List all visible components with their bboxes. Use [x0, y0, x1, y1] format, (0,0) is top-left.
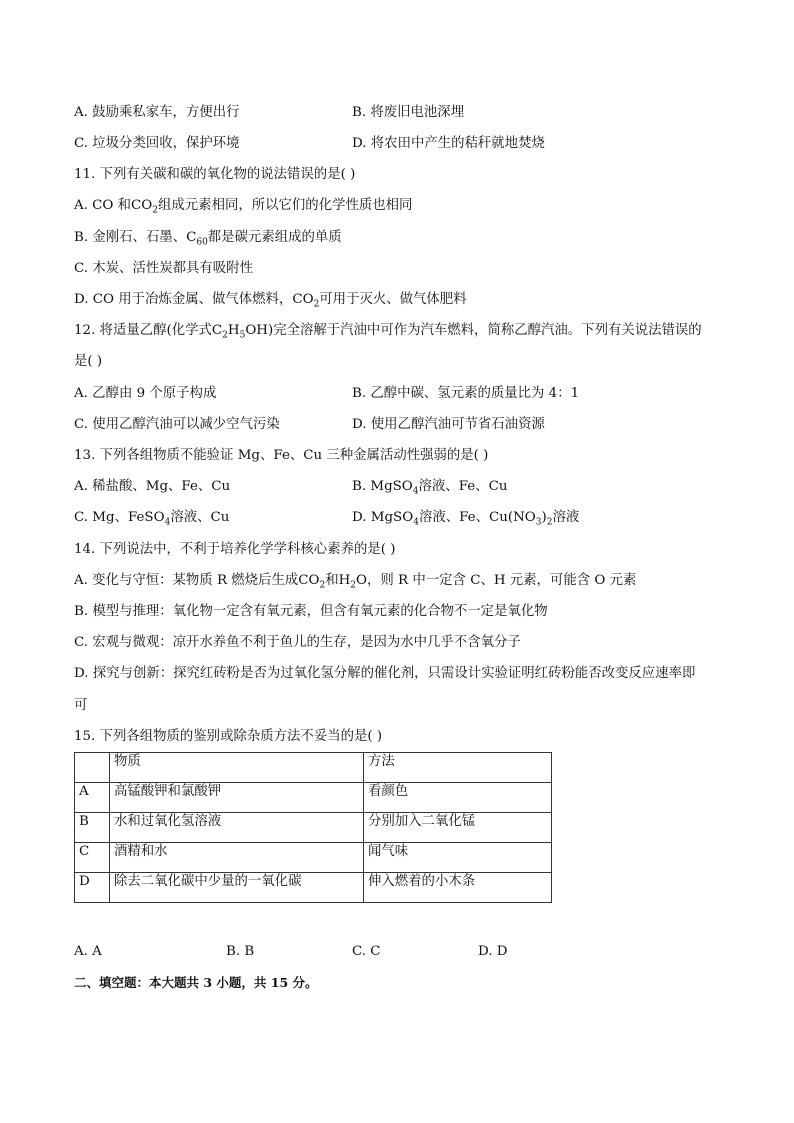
- q14-option-d: D. 探究与创新：探究红砖粉是否为过氧化氢分解的催化剂，只需设计实验证明红砖粉能否改变反应速率即: [74, 666, 696, 681]
- section-heading: 二、填空题：本大题共 3 小题，共 15 分。: [74, 975, 318, 990]
- table-cell: 看颜色: [364, 783, 552, 813]
- q15-option-c: C. C: [352, 944, 381, 959]
- q14-option-d-line2: 可: [74, 698, 88, 713]
- q15-option-a: A. A: [74, 944, 102, 959]
- q11-option-b: B. 金刚石、石墨、$C_{60}$都是碳元素组成的单质: [74, 230, 342, 248]
- q12-stem-line2: 是( ): [74, 354, 103, 369]
- q15-table: [74, 752, 552, 903]
- q13-option-a: A. 稀盐酸、Mg、Fe、Cu: [74, 479, 231, 494]
- q13-option-d: D. MgSO$_4$溶液、Fe、$Cu(NO_3)_2$溶液: [352, 510, 580, 528]
- table-row: [75, 873, 552, 903]
- q15-option-b: B. B: [226, 944, 255, 959]
- table-cell: 除去二氧化碳中少量的一氧化碳: [110, 873, 364, 903]
- table-cell: 高锰酸钾和氯酸钾: [110, 783, 364, 813]
- q11-option-c: C. 木炭、活性炭都具有吸附性: [74, 261, 253, 276]
- table-cell: 伸入燃着的小木条: [364, 873, 552, 903]
- table-header-row: [75, 753, 552, 783]
- q12-option-d: D. 使用乙醇汽油可节省石油资源: [352, 417, 545, 432]
- q14-option-c: C. 宏观与微观：凉开水养鱼不利于鱼儿的生存，是因为水中几乎不含氧分子: [74, 635, 521, 650]
- q10-option-d: D. 将农田中产生的秸秆就地焚烧: [352, 136, 545, 151]
- table-cell: A: [75, 783, 110, 813]
- table-cell: C: [75, 843, 110, 873]
- table-cell: 闻气味: [364, 843, 552, 873]
- q12-option-c: C. 使用乙醇汽油可以减少空气污染: [74, 417, 280, 432]
- q14-option-b: B. 模型与推理：氧化物一定含有氧元素，但含有氧元素的化合物不一定是氧化物: [74, 604, 548, 619]
- table-header-cell: 物质: [110, 753, 364, 783]
- table-cell: B: [75, 813, 110, 843]
- q12-option-b: B. 乙醇中碳、氢元素的质量比为 4：1: [352, 386, 580, 401]
- q13-stem: 13. 下列各组物质不能验证 Mg、Fe、Cu 三种金属活动性强弱的是( ): [74, 448, 489, 463]
- q10-option-a: A. 鼓励乘私家车，方便出行: [74, 105, 240, 120]
- q14-stem: 14. 下列说法中，不利于培养化学学科核心素养的是( ): [74, 542, 396, 557]
- table-cell: 酒精和水: [110, 843, 364, 873]
- q13-option-b: B. MgSO$_4$溶液、Fe、Cu: [352, 479, 508, 497]
- q11-option-d: D. CO 用于冶炼金属、做气体燃料，$CO_2$可用于灭火、做气体肥料: [74, 292, 467, 310]
- table-row: [75, 843, 552, 873]
- q11-option-a: A. CO 和$CO_2$组成元素相同，所以它们的化学性质也相同: [74, 198, 413, 216]
- table-cell: 水和过氧化氢溶液: [110, 813, 364, 843]
- q13-option-c: C. Mg、FeSO$_4$溶液、Cu: [74, 510, 230, 528]
- table-cell: D: [75, 873, 110, 903]
- q12-stem: 12. 将适量乙醇(化学式$C_2H_5OH$)完全溶解于汽油中可作为汽车燃料，简称乙醇汽油。下列有关说法错误的: [74, 323, 702, 341]
- q14-option-a: A. 变化与守恒：某物质 R 燃烧后生成$CO_2$和$H_2O$，则 R 中一定含 C、H 元素，可能含 O 元素: [74, 573, 637, 591]
- q15-stem: 15. 下列各组物质的鉴别或除杂质方法不妥当的是( ): [74, 729, 383, 744]
- table-header-cell: [75, 753, 110, 783]
- table-cell: 分别加入二氧化锰: [364, 813, 552, 843]
- q15-option-d: D. D: [478, 944, 508, 959]
- q12-option-a: A. 乙醇由 9 个原子构成: [74, 386, 217, 401]
- table-header-cell: 方法: [364, 753, 552, 783]
- q10-option-b: B. 将废旧电池深埋: [352, 105, 465, 120]
- q10-option-c: C. 垃圾分类回收，保护环境: [74, 136, 240, 151]
- table-row: [75, 783, 552, 813]
- q11-stem: 11. 下列有关碳和碳的氧化物的说法错误的是( ): [74, 167, 356, 182]
- table-row: [75, 813, 552, 843]
